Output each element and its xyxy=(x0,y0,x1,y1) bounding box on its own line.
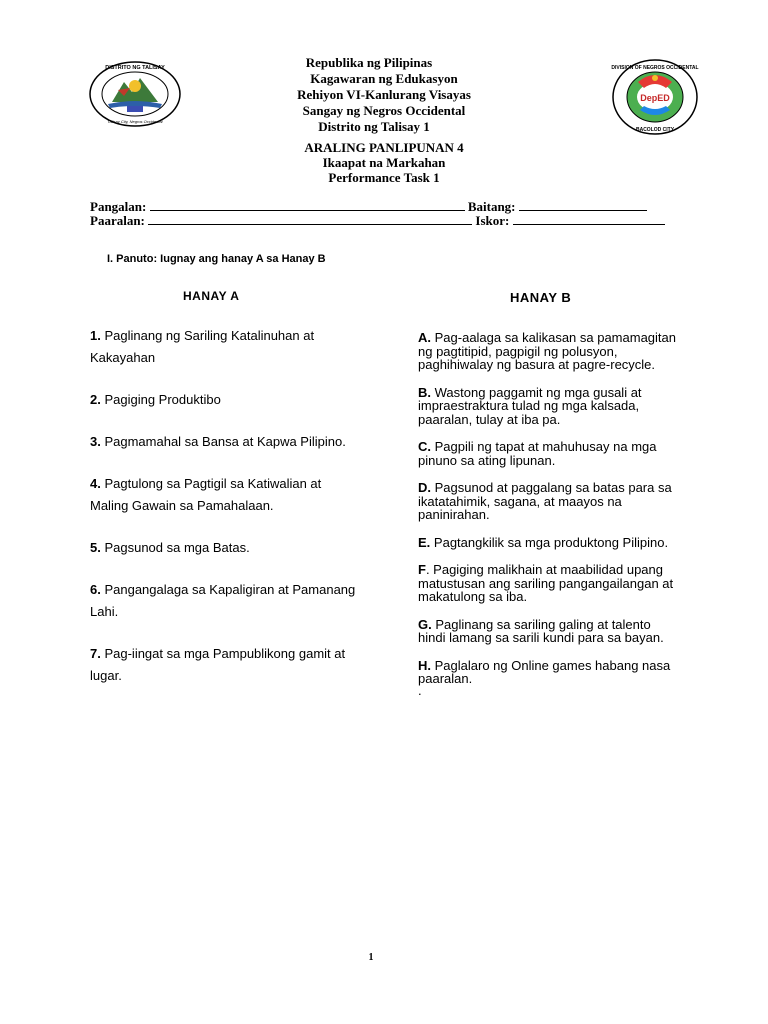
column-b-item: H. Paglalaro ng Online games habang nasa paaralan. xyxy=(418,657,671,686)
score-label: Iskor: xyxy=(475,213,510,228)
header-department: Kagawaran ng Edukasyon xyxy=(310,71,458,86)
column-b-item: B. Wastong paggamit ng mga gusali at impraestraktura tulad ng mga kalsada, paaralan, tulay at iba pa. xyxy=(418,384,642,427)
column-b-item: A. Pag-aalaga sa kalikasan sa pamamagitan ng pagtitipid, pagpigil ng polusyon, paghihiwalay ng basura at pagre-recycle. xyxy=(418,330,676,372)
column-a-list xyxy=(90,325,360,707)
school-score-row xyxy=(90,213,665,229)
svg-text:DepED: DepED xyxy=(640,93,670,103)
column-a-item: 1. Paglinang ng Sariling Katalinuhan at Kakayahan xyxy=(90,328,315,365)
name-field[interactable] xyxy=(150,199,465,211)
column-b-heading: HANAY B xyxy=(510,290,572,305)
svg-text:BACOLOD CITY: BACOLOD CITY xyxy=(635,127,675,133)
column-b-item: F. Pagiging malikhain at maabilidad upang matustusan ang sariling pangangailangan at makatulong sa iba. xyxy=(418,562,674,604)
column-b-item: D. Pagsunod at paggalang sa batas para sa ikatatahimik, sagana, at maayos na paninirahan. xyxy=(418,480,672,522)
column-a-item: 4. Pagtulong sa Pagtigil sa Katiwalian at Maling Gawain sa Pamahalaan. xyxy=(90,476,322,513)
header-district: Distrito ng Talisay 1 xyxy=(318,119,430,134)
column-b-item: G. Paglinang sa sariling galing at talento hindi lamang sa sarili kundi para sa bayan. xyxy=(418,616,664,645)
svg-text:DIVISION OF NEGROS OCCIDENTAL: DIVISION OF NEGROS OCCIDENTAL xyxy=(611,65,699,71)
trailing-period: . xyxy=(418,682,422,698)
column-a-heading: HANAY A xyxy=(183,289,240,303)
column-a-item: 2. Pagiging Produktibo xyxy=(90,392,221,407)
header-region: Rehiyon VI-Kanlurang Visayas xyxy=(297,87,471,102)
school-label: Paaralan: xyxy=(90,213,145,228)
grade-label: Baitang: xyxy=(467,199,516,214)
svg-text:DISTRITO NG TALISAY: DISTRITO NG TALISAY xyxy=(105,65,165,71)
subject-quarter: Ikaapat na Markahan xyxy=(322,155,446,170)
name-label: Pangalan: xyxy=(90,199,147,214)
column-a-item: 6. Pangangalaga sa Kapaligiran at Pamanang Lahi. xyxy=(90,582,356,619)
subject-block xyxy=(0,140,768,185)
header-republic: Republika ng Pilipinas xyxy=(305,55,433,70)
header-division: Sangay ng Negros Occidental xyxy=(302,103,466,118)
column-b-item: C. Pagpili ng tapat at mahuhusay na mga pinuno sa ating lipunan. xyxy=(418,439,657,468)
column-a-item: 3. Pagmamahal sa Bansa at Kapwa Pilipino. xyxy=(90,434,346,449)
school-field[interactable] xyxy=(148,213,472,225)
column-b-list xyxy=(418,331,678,696)
document-header xyxy=(0,55,768,135)
column-a-item: 5. Pagsunod sa mga Batas. xyxy=(90,540,250,555)
column-a-item: 7. Pag-iingat sa mga Pampublikong gamit at lugar. xyxy=(90,646,346,683)
page-number: 1 xyxy=(368,952,374,963)
column-b-item: E. Pagtangkilik sa mga produktong Pilipino. xyxy=(418,534,669,550)
subject-title: ARALING PANLIPUNAN 4 xyxy=(304,140,464,155)
instructions: I. Panuto: Iugnay ang hanay A sa Hanay B xyxy=(107,253,326,265)
svg-text:Talisay City, Negros Occidenta: Talisay City, Negros Occidental xyxy=(107,119,163,124)
grade-field[interactable] xyxy=(519,199,647,211)
subject-task: Performance Task 1 xyxy=(328,170,440,185)
score-field[interactable] xyxy=(513,213,665,225)
